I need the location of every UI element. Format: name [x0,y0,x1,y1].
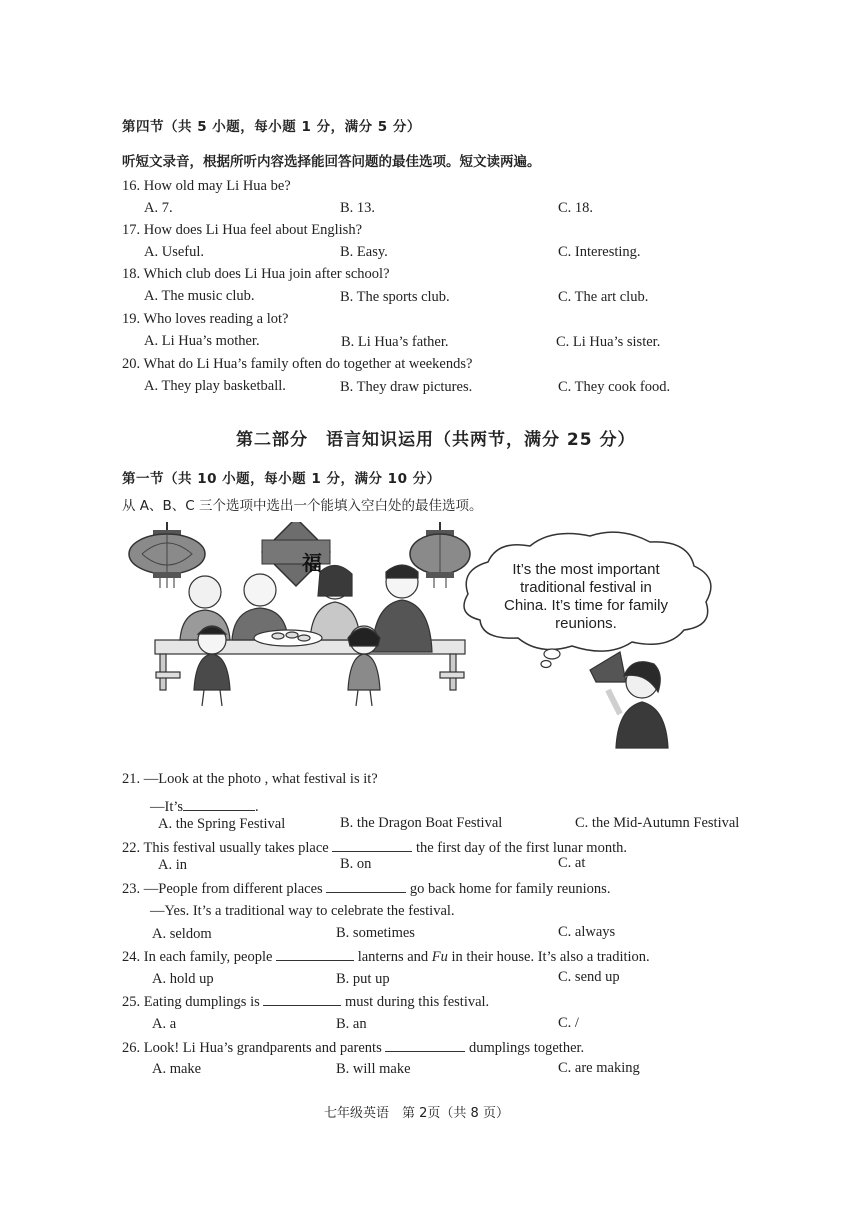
q22-option-b: B. on [340,856,372,872]
q24-option-a: A. hold up [152,971,214,987]
q24-option-c: C. send up [558,969,620,985]
q16-option-b: B. 13. [340,200,376,216]
question-21-answer-line [150,798,259,816]
section4-instruction: 听短文录音，根据所听内容选择能回答问题的最佳选项。短文读两遍。 [122,154,541,170]
q20-option-b: B. They draw pictures. [340,379,473,395]
q21-blank [183,798,255,811]
q23-option-b: B. sometimes [336,925,415,941]
q21-suffix: . [255,799,259,815]
question-19: 19. Who loves reading a lot? [122,311,289,327]
question-25 [122,993,489,1011]
q23-option-a: A. seldom [152,926,212,942]
q23-blank [326,880,406,893]
speech-bubble-text [480,561,692,633]
q17-option-a: A. Useful. [144,244,205,260]
question-24 [122,948,650,966]
q18-option-c: C. The art club. [558,289,649,305]
q25-text-1: 25. Eating dumplings is [122,994,260,1010]
q26-text-1: 26. Look! Li Hua’s grandparents and parents [122,1040,382,1056]
question-22 [122,839,627,857]
q26-option-c: C. are making [558,1060,640,1076]
lantern-left-icon [129,522,205,588]
lantern-right-icon [410,522,470,588]
q16-option-a: A. 7. [144,200,173,216]
q18-option-a: A. The music club. [144,288,255,304]
part2-section1-heading: 第一节（共 10 小题，每小题 1 分，满分 10 分） [122,471,441,487]
q16-option-c: C. 18. [558,200,594,216]
q24-text-fu: Fu [431,949,448,965]
speech-line-2: traditional festival in [520,579,652,596]
q21-option-a: A. the Spring Festival [158,816,286,832]
q24-text-3: in their house. It’s also a tradition. [451,949,650,965]
q18-option-b: B. The sports club. [340,289,450,305]
q24-blank [276,948,354,961]
q23-text-1: 23. —People from different places [122,881,323,897]
fu-character: 福 [302,551,322,575]
q21-prefix: —It’s [150,799,184,815]
speech-line-4: reunions. [555,615,617,632]
part2-title: 第二部分 语言知识运用（共两节，满分 25 分） [236,430,636,450]
q22-blank [332,839,412,852]
q20-option-a: A. They play basketball. [144,378,286,394]
section4-heading: 第四节（共 5 小题，每小题 1 分，满分 5 分） [122,119,421,135]
q19-option-b: B. Li Hua’s father. [341,334,449,350]
q26-option-a: A. make [152,1061,202,1077]
question-20: 20. What do Li Hua’s family often do together at weekends? [122,356,473,372]
q17-option-b: B. Easy. [340,244,388,260]
q22-option-a: A. in [158,857,187,873]
q26-text-2: dumplings together. [468,1040,585,1056]
q26-option-b: B. will make [336,1061,411,1077]
q20-option-c: C. They cook food. [558,379,671,395]
family-dinner-icon [155,565,465,706]
megaphone-woman-icon [590,652,668,748]
q24-text-1: 24. In each family, people [122,949,273,965]
question-16: 16. How old may Li Hua be? [122,178,291,194]
q25-option-b: B. an [336,1016,367,1032]
q17-option-c: C. Interesting. [558,244,641,260]
q24-option-b: B. put up [336,971,390,987]
q21-option-c: C. the Mid-Autumn Festival [575,815,740,831]
q23-option-c: C. always [558,924,616,940]
q25-text-2: must during this festival. [345,994,490,1010]
q21-option-b: B. the Dragon Boat Festival [340,815,503,831]
q22-option-c: C. at [558,855,586,871]
q23-text-2: go back home for family reunions. [409,881,611,897]
question-26 [122,1039,584,1057]
question-23 [122,880,610,898]
q19-option-a: A. Li Hua’s mother. [144,333,260,349]
question-23-reply: —Yes. It’s a traditional way to celebrate the festival. [150,903,455,919]
q25-blank [263,993,341,1006]
question-18: 18. Which club does Li Hua join after school? [122,266,390,282]
q26-blank [385,1039,465,1052]
question-21: 21. —Look at the photo , what festival is it? [122,771,378,787]
q25-option-c: C. / [558,1015,579,1031]
page-footer: 七年级英语 第 2页（共 8 页） [324,1106,509,1121]
speech-line-3: China. It’s time for family [504,597,668,614]
q19-option-c: C. Li Hua’s sister. [556,334,661,350]
q22-text-2: the first day of the first lunar month. [415,840,627,856]
q25-option-a: A. a [152,1016,177,1032]
part2-instruction: 从 A、B、C 三个选项中选出一个能填入空白处的最佳选项。 [122,498,483,514]
question-17: 17. How does Li Hua feel about English? [122,222,363,238]
speech-line-1: It’s the most important [512,561,660,578]
q24-text-2: lanterns and [357,949,429,965]
spring-festival-illustration [120,522,740,750]
q22-text-1: 22. This festival usually takes place [122,840,329,856]
